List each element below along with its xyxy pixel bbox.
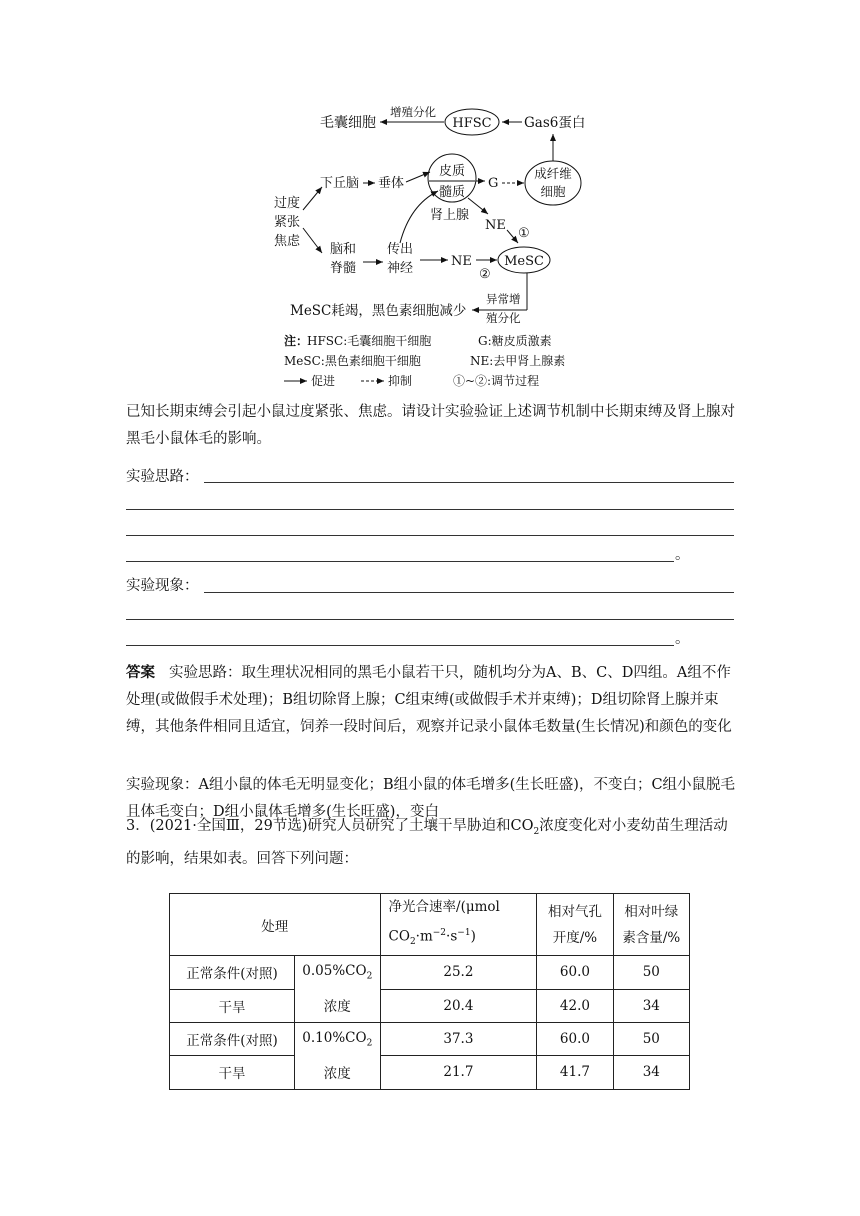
answer-blank-line[interactable] <box>204 482 734 483</box>
arrow-stress-down <box>303 228 322 253</box>
legend-g-note: G:糖皮质激素 <box>478 334 552 348</box>
results-table <box>169 893 690 1090</box>
header-rate-line1: 净光合速率/(μmol <box>388 899 500 915</box>
ne-2-label: NE <box>451 254 472 269</box>
header-treatment: 处理 <box>170 894 381 956</box>
answer-blank-line[interactable] <box>126 619 734 620</box>
header-chloro-line1: 相对叶绿 <box>624 903 679 920</box>
answer-blank-line[interactable] <box>126 509 734 510</box>
mesc-label: MeSC <box>504 254 544 269</box>
header-chlorophyll <box>613 894 689 956</box>
cell-rate: 20.4 <box>380 989 537 1022</box>
cell-condition: 正常条件(对照) <box>170 1022 295 1055</box>
cell-rate: 25.2 <box>380 956 537 989</box>
table-row <box>170 989 690 1022</box>
cell-stomata: 41.7 <box>537 1056 613 1089</box>
overstress-line-3: 焦虑 <box>274 234 301 249</box>
answer-label: 答案 <box>126 664 155 681</box>
regulation-diagram <box>0 0 860 400</box>
cell-stomata: 60.0 <box>537 1022 613 1055</box>
question-3-suffix: 浓度变化对小麦幼苗生理活动的影响，结果如表。回答下列问题： <box>126 818 728 867</box>
cell-chlorophyll: 34 <box>613 1056 689 1089</box>
intro-paragraph: 已知长期束缚会引起小鼠过度紧张、焦虑。请设计实验验证上述调节机制中长期束缚及肾上腺对黑毛小鼠体毛的影响。 <box>126 404 735 447</box>
cell-condition: 干旱 <box>170 989 295 1022</box>
answer-phenomenon: 实验现象：A组小鼠的体毛无明显变化；B组小鼠的体毛增多(生长旺盛)，不变白；C组小鼠脱毛且体毛变白；D组小鼠体毛增多(生长旺盛)，变白 <box>126 777 736 820</box>
brain-line-2: 脊髓 <box>330 261 357 276</box>
overstress-line-1: 过度 <box>274 196 301 211</box>
mesc-depleted-label: MeSC耗竭，黑色素细胞减少 <box>290 303 467 319</box>
efferent-line-2: 神经 <box>387 261 414 276</box>
medulla-label: 髓质 <box>438 185 466 200</box>
ne-1-label: NE <box>485 218 506 233</box>
phenomenon-label: 实验现象： <box>126 578 199 594</box>
cell-stomata: 60.0 <box>537 956 613 989</box>
circle-1-label: ① <box>518 226 530 241</box>
cell-co2-group: $0.10\%CO_2$ 浓度 <box>295 1022 380 1089</box>
g-label: G <box>488 176 499 191</box>
question-3-sub: 2 <box>533 826 540 837</box>
cell-chlorophyll: 50 <box>613 956 689 989</box>
cell-condition: 正常条件(对照) <box>170 956 295 989</box>
overstress-line-2: 紧张 <box>274 215 301 230</box>
legend-hfsc-note: HFSC:毛囊细胞干细胞 <box>307 334 432 348</box>
header-rate <box>380 894 537 956</box>
cell-stomata: 42.0 <box>537 989 613 1022</box>
legend-ne-note: NE:去甲肾上腺素 <box>470 354 566 368</box>
fibroblast-line-1: 成纤维 <box>534 166 572 181</box>
question-3 <box>126 813 738 873</box>
abnormal-line-1: 异常增 <box>486 292 521 306</box>
table-row <box>170 1022 690 1055</box>
pituitary-label: 垂体 <box>378 176 405 191</box>
hypothalamus-label: 下丘脑 <box>320 176 360 191</box>
arrow-pituitary-to-cortex <box>406 172 430 182</box>
cortex-label: 皮质 <box>438 164 466 179</box>
header-rate-line2: $CO_2\cdot m^{-2}\cdot s^{-1}$) <box>388 928 476 948</box>
legend-promote-label: 促进 <box>311 374 336 388</box>
header-stomata-line2: 开度/% <box>552 929 598 946</box>
idea-label: 实验思路： <box>126 469 199 485</box>
hfsc-label: HFSC <box>452 116 492 131</box>
header-stomata-line1: 相对气孔 <box>547 903 602 920</box>
header-stomata <box>537 894 613 956</box>
circle-2-label: ② <box>479 267 491 282</box>
proliferate-label: 增殖分化 <box>390 105 436 119</box>
fibroblast-line-2: 细胞 <box>540 184 566 199</box>
table-row <box>170 956 690 989</box>
legend-process-label: ①~②:调节过程 <box>453 374 540 388</box>
table-header-row <box>170 894 690 956</box>
gas6-label: Gas6蛋白 <box>524 115 586 131</box>
abnormal-line-2: 殖分化 <box>486 311 521 325</box>
legend-mesc-note: MeSC:黑色素细胞干细胞 <box>284 354 421 368</box>
header-chloro-line2: 素含量/% <box>622 929 681 946</box>
cell-chlorophyll: 50 <box>613 1022 689 1055</box>
table-row <box>170 1056 690 1089</box>
answer-blank-line[interactable] <box>126 645 674 646</box>
cell-condition: 干旱 <box>170 1056 295 1089</box>
hair-follicle-cell-label: 毛囊细胞 <box>320 115 376 131</box>
question-3-prefix: 3．(2021·全国Ⅲ，29节选)研究人员研究了土壤干旱胁迫和CO <box>126 818 534 834</box>
cell-co2-group: $0.05\%CO_2$ 浓度 <box>295 956 380 1023</box>
adrenal-label: 肾上腺 <box>430 208 470 223</box>
cell-rate: 21.7 <box>380 1056 537 1089</box>
arrow-ne-to-mesc <box>507 230 518 243</box>
arrow-medulla-to-ne <box>468 198 488 214</box>
period-mark: 。 <box>675 631 690 647</box>
legend-inhibit-label: 抑制 <box>388 374 413 388</box>
answer-blank-line[interactable] <box>126 561 674 562</box>
efferent-line-1: 传出 <box>387 242 414 257</box>
period-mark: 。 <box>675 547 690 563</box>
answer-blank-line[interactable] <box>126 535 734 536</box>
answer-block <box>126 659 738 741</box>
brain-line-1: 脑和 <box>330 242 357 257</box>
cell-rate: 37.3 <box>380 1022 537 1055</box>
answer-idea: 实验思路：取生理状况相同的黑毛小鼠若干只，随机均分为A、B、C、D四组。A组不作处理(或做假手术处理)；B组切除肾上腺；C组束缚(或做假手术并束缚)；D组切除肾上腺并束缚，其他条件相同且适宜，饲养一段时间后，观察并记录小鼠体毛数量(生长情况)和颜色的变化 <box>126 665 732 735</box>
answer-blank-line[interactable] <box>204 592 734 593</box>
legend-note-prefix: 注： <box>284 334 309 348</box>
cell-chlorophyll: 34 <box>613 989 689 1022</box>
